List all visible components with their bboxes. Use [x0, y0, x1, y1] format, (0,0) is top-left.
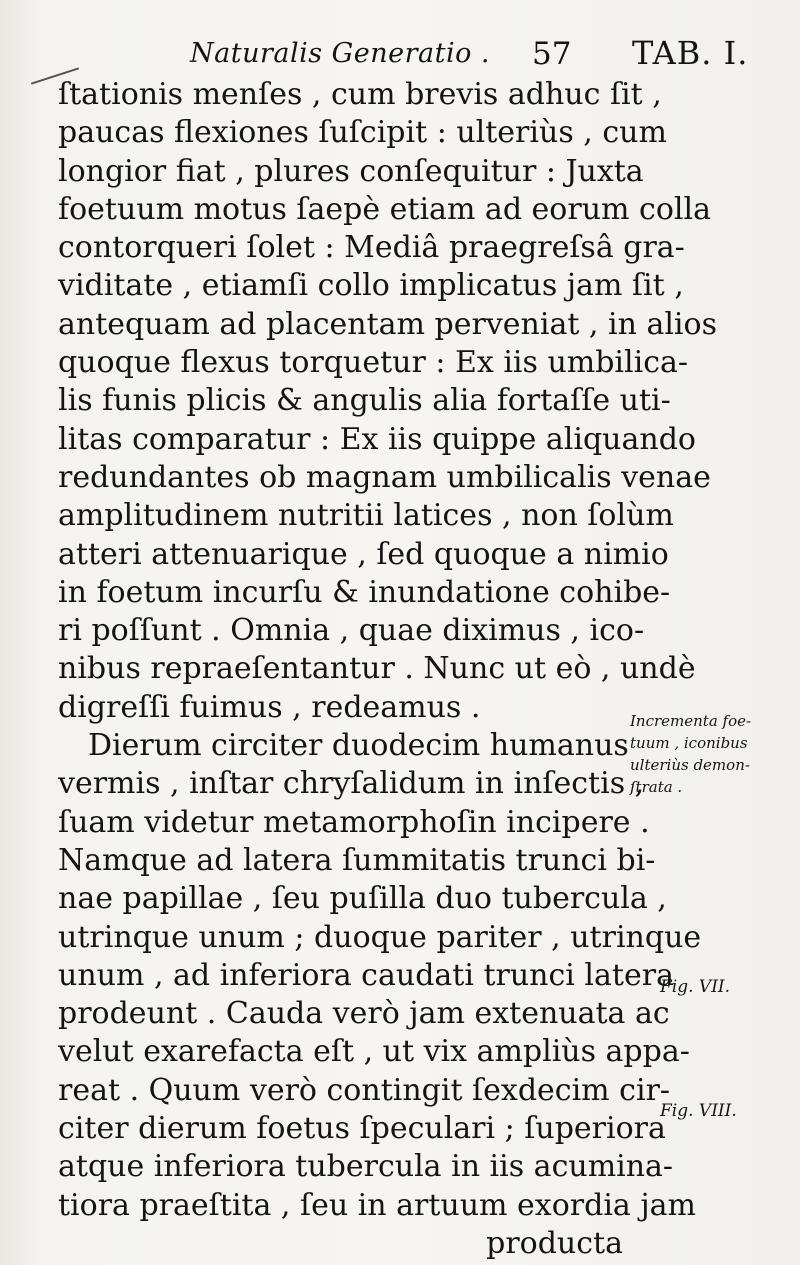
- margin-note-line: ulteriùs demon-: [630, 756, 750, 774]
- text-line: citer dierum foetus ſpeculari ; ſuperiora: [58, 1111, 666, 1147]
- text-line: amplitudinem nutritii latices , non ſolùm: [58, 498, 674, 534]
- text-line: contorqueri ſolet : Mediâ praegreſsâ gra-: [58, 230, 685, 266]
- text-line: vermis , inſtar chryſalidum in inſectis ,: [58, 766, 645, 802]
- text-line: foetuum motus ſaepè etiam ad eorum colla: [58, 191, 711, 227]
- text-line: nibus repraeſentantur . Nunc ut eò , undè: [58, 651, 696, 687]
- text-line: in foetum incurſu & inundatione cohibe-: [58, 574, 671, 610]
- text-line: nae papillae , ſeu puſilla duo tubercula ,: [58, 881, 667, 917]
- text-line: paucas flexiones ſuſcipit : ulteriùs , cum: [58, 115, 667, 151]
- text-line: longior fiat , plures conſequitur : Juxta: [58, 153, 644, 189]
- text-line: Namque ad latera ſummitatis trunci bi-: [58, 842, 656, 878]
- margin-note-line: Incrementa foe-: [630, 712, 752, 730]
- text-line: litas comparatur : Ex iis quippe aliquando: [58, 421, 696, 457]
- margin-note-line: ſtrata .: [630, 778, 683, 796]
- text-line: reat . Quum verò contingit ſexdecim cir-: [58, 1072, 671, 1108]
- page-header: [0, 30, 800, 80]
- text-line: tiora praeſtita , ſeu in artuum exordia jam: [58, 1187, 696, 1223]
- plate-label: TAB. I.: [632, 34, 749, 72]
- text-line: redundantes ob magnam umbilicalis venae: [58, 459, 711, 495]
- text-line: viditate , etiamſi collo implicatus jam ſit ,: [58, 268, 684, 304]
- text-line: atque inferiora tubercula in iis acumina-: [58, 1149, 674, 1185]
- text-line: quoque flexus torquetur : Ex iis umbilica-: [58, 345, 689, 381]
- catchword: producta: [486, 1225, 623, 1261]
- text-line: Dierum circiter duodecim humanus: [88, 728, 629, 764]
- text-line: ri poſſunt . Omnia , quae diximus , ico-: [58, 613, 645, 649]
- text-line: velut exarefacta eſt , ut vix ampliùs appa-: [58, 1034, 690, 1070]
- text-line: digreſſi fuimus , redeamus .: [58, 689, 481, 725]
- running-title: Naturalis Generatio .: [190, 38, 490, 69]
- margin-note: [630, 710, 800, 798]
- figure-reference-viii: Fig. VIII.: [660, 1101, 737, 1121]
- margin-note-line: tuum , iconibus: [630, 734, 748, 752]
- figure-reference-vii: Fig. VII.: [660, 977, 731, 997]
- text-line: utrinque unum ; duoque pariter , utrinque: [58, 919, 702, 955]
- text-line: antequam ad placentam perveniat , in alios: [58, 306, 717, 342]
- text-line: atteri attenuarique , ſed quoque a nimio: [58, 536, 669, 572]
- text-line: unum , ad inferiora caudati trunci latera: [58, 957, 674, 993]
- text-line: ſuam videtur metamorphoſin incipere .: [58, 804, 650, 840]
- text-line: prodeunt . Cauda verò jam extenuata ac: [58, 996, 670, 1032]
- text-line: lis funis plicis & angulis alia fortaſſe uti-: [58, 383, 671, 419]
- text-line: ſtationis menſes , cum brevis adhuc ſit ,: [58, 77, 662, 112]
- page-number: 57: [532, 36, 572, 72]
